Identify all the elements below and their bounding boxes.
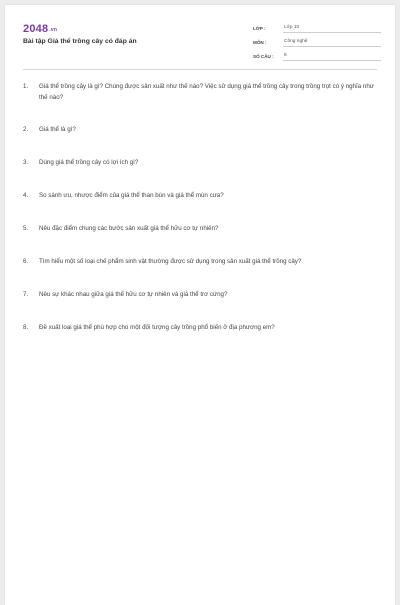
question-number: 5. xyxy=(23,225,29,232)
question-number: 3. xyxy=(23,159,29,166)
question-text: Giá thể trồng cây là gì? Chúng được sản xuất như thế nào? Việc sử dụng giá thể trồng cây trong trồng trọt có ý nghĩa như thế nào? xyxy=(39,83,374,101)
question-item xyxy=(23,223,383,234)
question-number: 8. xyxy=(23,324,29,331)
meta-value-subject: Công nghệ xyxy=(283,39,381,47)
question-text: Dùng giá thể trồng cây có lợi ích gì? xyxy=(39,159,139,166)
meta-value-count: 8 xyxy=(283,53,381,61)
question-item xyxy=(23,190,383,201)
question-item xyxy=(23,322,383,333)
meta-row-count xyxy=(253,47,381,61)
question-text: Giá thể là gì? xyxy=(39,126,76,133)
question-item xyxy=(23,124,383,135)
worksheet-title: Bài tập Giá thể trồng cây có đáp án xyxy=(23,38,137,45)
meta-info xyxy=(253,19,381,61)
question-text: Nêu đặc điểm chung các bước sản xuất giá thể hữu cơ tự nhiên? xyxy=(39,225,219,232)
question-item xyxy=(23,81,383,103)
meta-label-subject: MÔN : xyxy=(253,40,267,45)
question-text: Đề xuất loại giá thể phù hợp cho một đối tượng cây trồng phổ biến ở địa phương em? xyxy=(39,324,275,331)
question-number: 6. xyxy=(23,258,29,265)
question-text: So sánh ưu, nhược điểm của giá thể than bùn và giá thể mùn cưa? xyxy=(39,192,224,199)
meta-value-class: Lớp 10 xyxy=(283,25,381,33)
logo-number: 2048 xyxy=(23,23,49,35)
site-logo[interactable] xyxy=(23,19,57,37)
question-item xyxy=(23,289,383,300)
question-number: 4. xyxy=(23,192,29,199)
question-item xyxy=(23,157,383,168)
question-number: 1. xyxy=(23,83,29,90)
question-text: Tìm hiểu một số loại chế phẩm sinh vật thường được sử dụng trong sản xuất giá thể trồng cây? xyxy=(39,258,302,265)
question-number: 7. xyxy=(23,291,29,298)
worksheet-page xyxy=(5,5,395,605)
question-number: 2. xyxy=(23,126,29,133)
question-text: Nêu sự khác nhau giữa giá thể hữu cơ tự nhiên và giá thể trơ cứng? xyxy=(39,291,228,298)
meta-label-count: SỐ CÂU : xyxy=(253,54,274,59)
meta-label-class: LỚP : xyxy=(253,26,266,31)
meta-row-subject xyxy=(253,33,381,47)
question-item xyxy=(23,256,383,267)
logo-domain: .vn xyxy=(49,27,58,33)
meta-row-class xyxy=(253,19,381,33)
header-divider xyxy=(23,69,377,70)
